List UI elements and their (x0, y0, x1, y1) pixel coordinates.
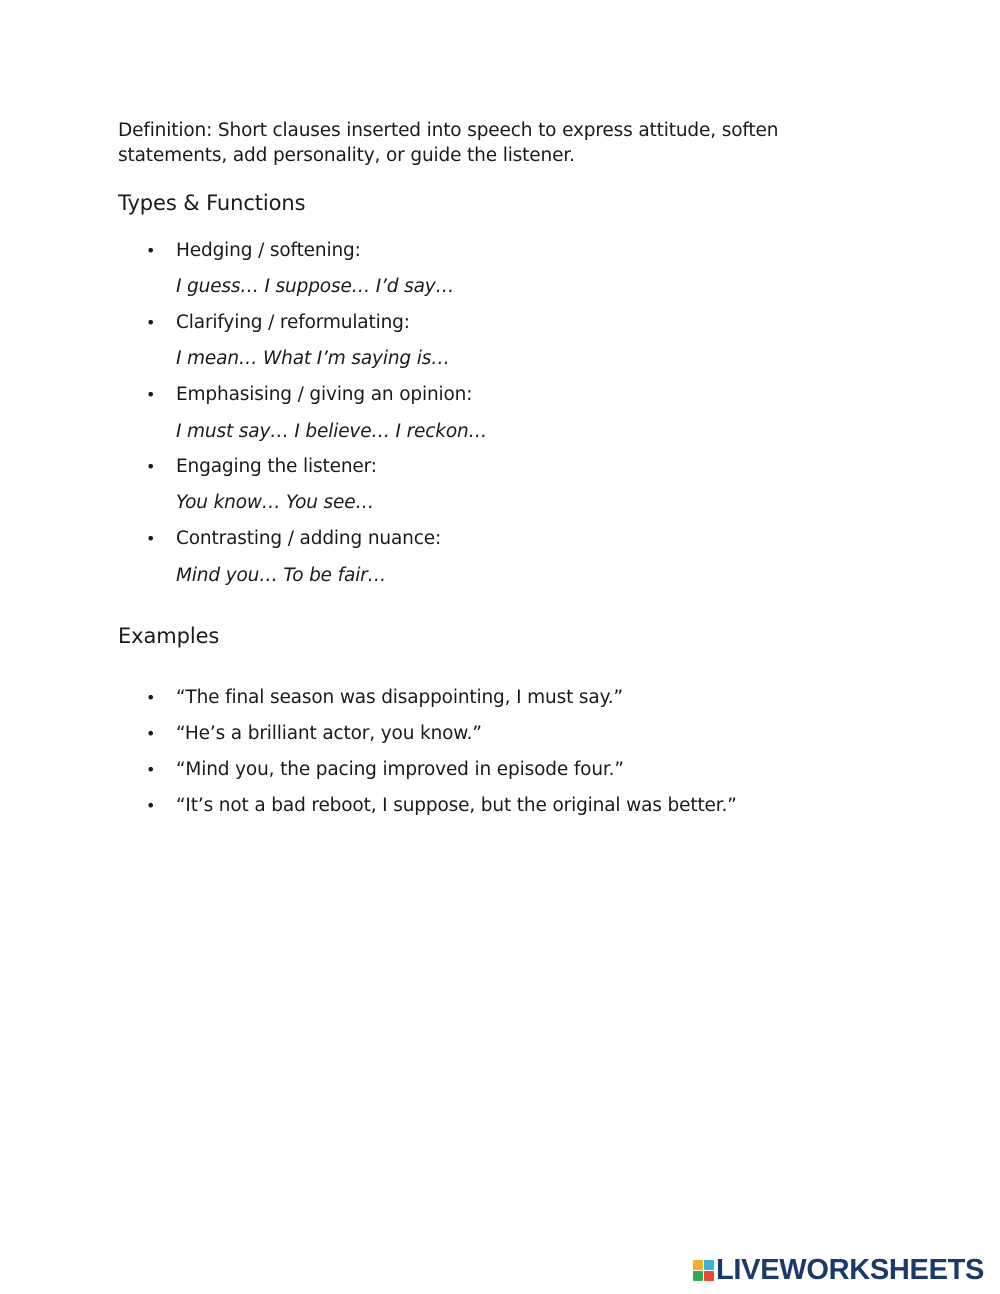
example-sentence: “The final season was disappointing, I must say.” (176, 687, 623, 708)
type-example: I mean… What I’m saying is… (176, 348, 450, 369)
logo-block (704, 1271, 714, 1281)
bullet-icon: • (146, 760, 156, 779)
bullet-icon: • (146, 241, 156, 260)
examples-heading: Examples (118, 624, 220, 648)
bullet-icon: • (146, 724, 156, 743)
type-label: Contrasting / adding nuance: (176, 528, 442, 549)
definition-text: Definition: Short clauses inserted into speech to express attitude, soften statements, add personality, or guide the listener. (118, 120, 779, 166)
type-label: Emphasising / giving an opinion: (176, 384, 473, 405)
type-label: Hedging / softening: (176, 240, 361, 261)
bullet-icon: • (146, 688, 156, 707)
logo-block (693, 1260, 703, 1270)
example-sentence: “Mind you, the pacing improved in episode four.” (176, 759, 624, 780)
bullet-icon: • (146, 385, 156, 404)
type-example: You know… You see… (176, 492, 374, 513)
example-sentence: “It’s not a bad reboot, I suppose, but the original was better.” (176, 795, 737, 816)
bullet-icon: • (146, 457, 156, 476)
logo-text: LIVEWORKSHEETS (716, 1254, 985, 1286)
type-example: I must say… I believe… I reckon… (176, 421, 487, 442)
liveworksheets-logo[interactable] (693, 1255, 984, 1285)
type-example: Mind you… To be fair… (176, 565, 386, 586)
live-blocks-icon (693, 1260, 714, 1281)
logo-block (693, 1271, 703, 1281)
type-label: Engaging the listener: (176, 456, 377, 477)
bullet-icon: • (146, 313, 156, 332)
types-heading: Types & Functions (118, 191, 306, 215)
bullet-icon: • (146, 796, 156, 815)
logo-block (704, 1260, 714, 1270)
type-label: Clarifying / reformulating: (176, 312, 410, 333)
example-sentence: “He’s a brilliant actor, you know.” (176, 723, 482, 744)
type-example: I guess… I suppose… I’d say… (176, 276, 454, 297)
bullet-icon: • (146, 529, 156, 548)
